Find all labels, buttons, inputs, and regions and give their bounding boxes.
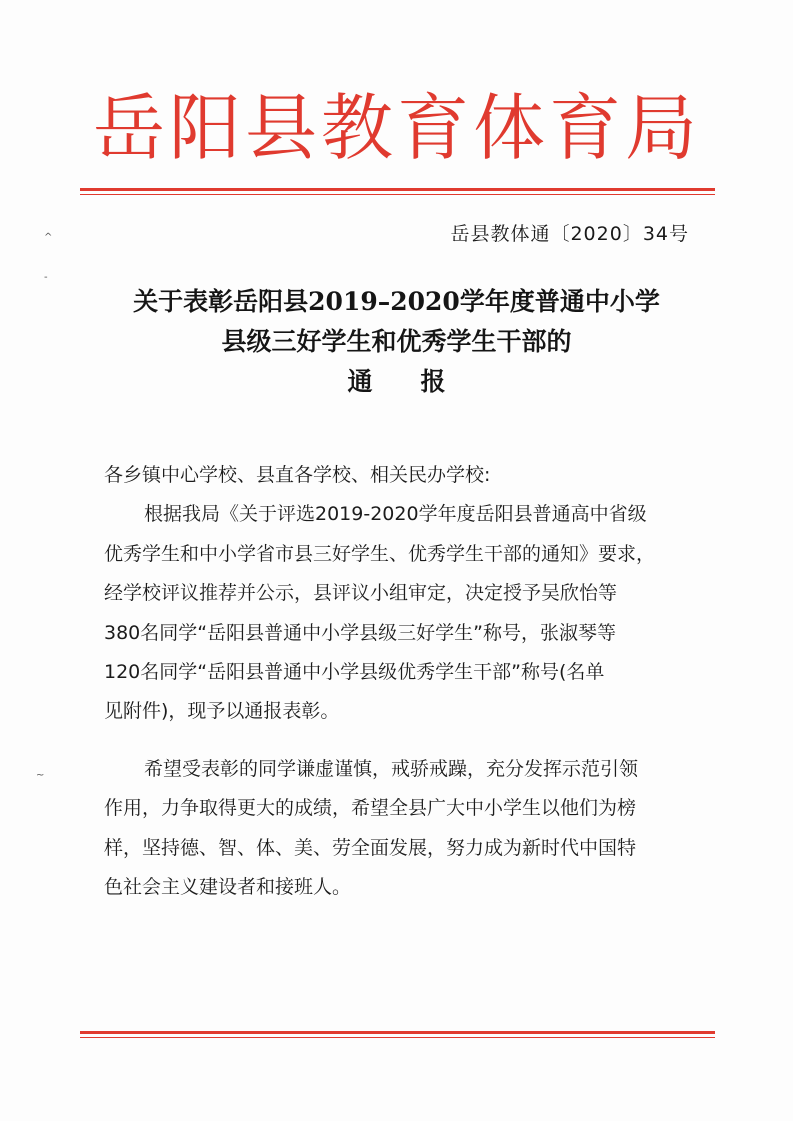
paragraph-1-line: 380名同学“岳阳县普通中小学县级三好学生”称号，张淑琴等 xyxy=(104,621,616,644)
salutation: 各乡镇中心学校、县直各学校、相关民办学校: xyxy=(104,464,491,486)
document-title xyxy=(60,282,733,402)
title-line-2: 县级三好学生和优秀学生干部的 xyxy=(221,327,572,356)
margin-mark: ^ xyxy=(44,232,53,243)
header-rule-thin xyxy=(80,194,715,195)
paragraph-1-line: 根据我局《关于评选2019-2020学年度岳阳县普通高中省级 xyxy=(144,503,647,526)
footer-rule-thin xyxy=(80,1037,715,1038)
paragraph-1-line: 120名同学“岳阳县普通中小学县级优秀学生干部”称号(名单 xyxy=(104,661,605,684)
title-line-3: 通报 xyxy=(347,367,494,396)
document-number: 岳县教体通〔2020〕34号 xyxy=(450,223,689,245)
paragraph-2-line: 色社会主义建设者和接班人。 xyxy=(104,876,352,899)
margin-mark: - xyxy=(44,272,48,283)
paragraph-1-line: 优秀学生和中小学省市县三好学生、优秀学生干部的通知》要求， xyxy=(104,542,656,565)
footer-rule-thick xyxy=(80,1031,715,1034)
agency-letterhead: 岳阳县教育体育局 xyxy=(92,86,701,170)
document-body xyxy=(104,456,694,907)
header-rule-thick xyxy=(80,188,715,191)
paragraph-1-line: 经学校评议推荐并公示，县评议小组审定，决定授予吴欣怡等 xyxy=(104,582,618,605)
paragraph-2-line: 希望受表彰的同学谦虚谨慎，戒骄戒躁，充分发挥示范引领 xyxy=(144,757,639,780)
margin-mark: ~ xyxy=(36,770,45,781)
title-line-1: 关于表彰岳阳县2019–2020学年度普通中小学 xyxy=(133,287,660,316)
paragraph-2-line: 样，坚持德、智、体、美、劳全面发展，努力成为新时代中国特 xyxy=(104,836,637,859)
paragraph-spacer xyxy=(104,732,694,750)
paragraph-2-line: 作用，力争取得更大的成绩，希望全县广大中小学生以他们为榜 xyxy=(104,797,637,820)
paragraph-1-line: 见附件)，现予以通报表彰。 xyxy=(104,700,340,723)
